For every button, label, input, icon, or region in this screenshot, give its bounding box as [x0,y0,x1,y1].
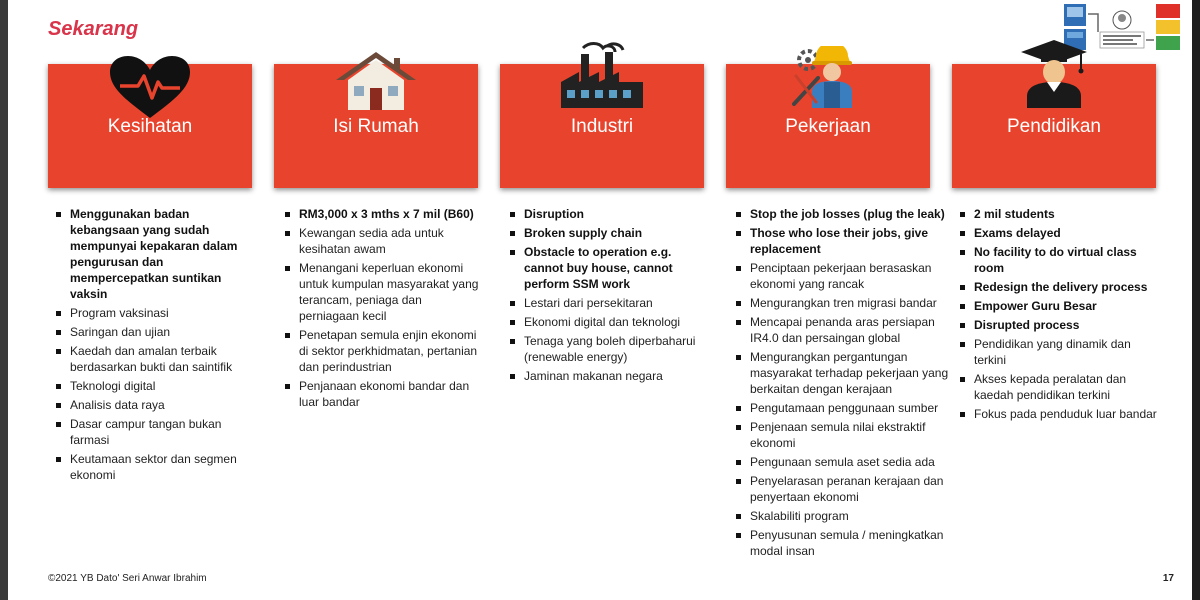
list-item: Pengunaan semula aset sedia ada [734,454,950,470]
list-item: Kaedah dan amalan terbaik berdasarkan bukti dan saintifik [54,343,258,375]
card-pekerjaan [726,64,930,188]
card-isi-rumah [274,64,478,188]
list-item: Mengurangkan tren migrasi bandar [734,295,950,311]
bullet-list [283,206,479,410]
list-item: Disrupted process [958,317,1160,333]
bullet-list [508,206,714,384]
list-item: Tenaga yang boleh diperbaharui (renewable energy) [508,333,714,365]
list-item: Penyusunan semula / meningkatkan modal insan [734,527,950,559]
card-kesihatan [48,64,252,188]
bullet-list [734,206,950,559]
card-label: Pekerjaan [785,116,871,137]
screen-edge-left [0,0,8,600]
list-item: Menangani keperluan ekonomi untuk kumpulan masyarakat yang terancam, peniaga dan perniagaan kecil [283,260,479,324]
list-item: Stop the job losses (plug the leak) [734,206,950,222]
list-item: Ekonomi digital dan teknologi [508,314,714,330]
card-industri [500,64,704,188]
bullet-list [54,206,258,483]
bullet-list [958,206,1160,422]
list-item: Redesign the delivery process [958,279,1160,295]
list-item: Empower Guru Besar [958,298,1160,314]
card-label: Industri [570,116,634,137]
list-item: Lestari dari persekitaran [508,295,714,311]
list-item: Keutamaan sektor dan segmen ekonomi [54,451,258,483]
list-item: Kewangan sedia ada untuk kesihatan awam [283,225,479,257]
list-item: Exams delayed [958,225,1160,241]
graduate-icon [1019,36,1089,108]
page-number: 17 [1162,573,1174,584]
list-item: 2 mil students [958,206,1160,222]
list-item: Pengutamaan penggunaan sumber [734,400,950,416]
list-item: Disruption [508,206,714,222]
list-item: Broken supply chain [508,225,714,241]
column-pendidikan [958,206,1160,425]
card-label: Pendidikan [1006,116,1102,137]
list-item: Akses kepada peralatan dan kaedah pendidikan terkini [958,371,1160,403]
list-item: Penjenaan semula nilai ekstraktif ekonomi [734,419,950,451]
list-item: Mencapai penanda aras persiapan IR4.0 dan persaingan global [734,314,950,346]
list-item: Mengurangkan pergantungan masyarakat terhadap pekerjaan yang berkaitan dengan kerajaan [734,349,950,397]
list-item: No facility to do virtual class room [958,244,1160,276]
factory-icon [557,42,647,112]
list-item: Penjanaan ekonomi bandar dan luar bandar [283,378,479,410]
column-isi-rumah [283,206,479,413]
list-item: Pendidikan yang dinamik dan terkini [958,336,1160,368]
list-item: Jaminan makanan negara [508,368,714,384]
list-item: Those who lose their jobs, give replacement [734,225,950,257]
screen-edge-right [1192,0,1200,600]
card-label: Kesihatan [107,116,193,137]
list-item: Program vaksinasi [54,305,258,321]
column-industri [508,206,714,387]
list-item: Skalabiliti program [734,508,950,524]
list-item: Analisis data raya [54,397,258,413]
list-item: Saringan dan ujian [54,324,258,340]
list-item: Fokus pada penduduk luar bandar [958,406,1160,422]
worker-icon [788,46,868,110]
footer-copyright: ©2021 YB Dato' Seri Anwar Ibrahim [48,573,207,584]
slide [8,0,1192,600]
list-item: Penciptaan pekerjaan berasaskan ekonomi yang rancak [734,260,950,292]
list-item: Obstacle to operation e.g. cannot buy house, cannot perform SSM work [508,244,714,292]
house-icon [334,50,418,112]
card-pendidikan [952,64,1156,188]
list-item: Teknologi digital [54,378,258,394]
list-item: Menggunakan badan kebangsaan yang sudah mempunyai kepakaran dalam pengurusan dan mempercepatkan suntikan vaksin [54,206,258,302]
list-item: Penyelarasan peranan kerajaan dan penyertaan ekonomi [734,473,950,505]
list-item: Dasar campur tangan bukan farmasi [54,416,258,448]
heart-pulse-icon [106,54,194,120]
card-label: Isi Rumah [333,116,419,137]
list-item: Penetapan semula enjin ekonomi di sektor perkhidmatan, pertanian dan perindustrian [283,327,479,375]
list-item: RM3,000 x 3 mths x 7 mil (B60) [283,206,479,222]
page-title: Sekarang [48,18,139,40]
column-pekerjaan [734,206,950,562]
column-kesihatan [54,206,258,486]
